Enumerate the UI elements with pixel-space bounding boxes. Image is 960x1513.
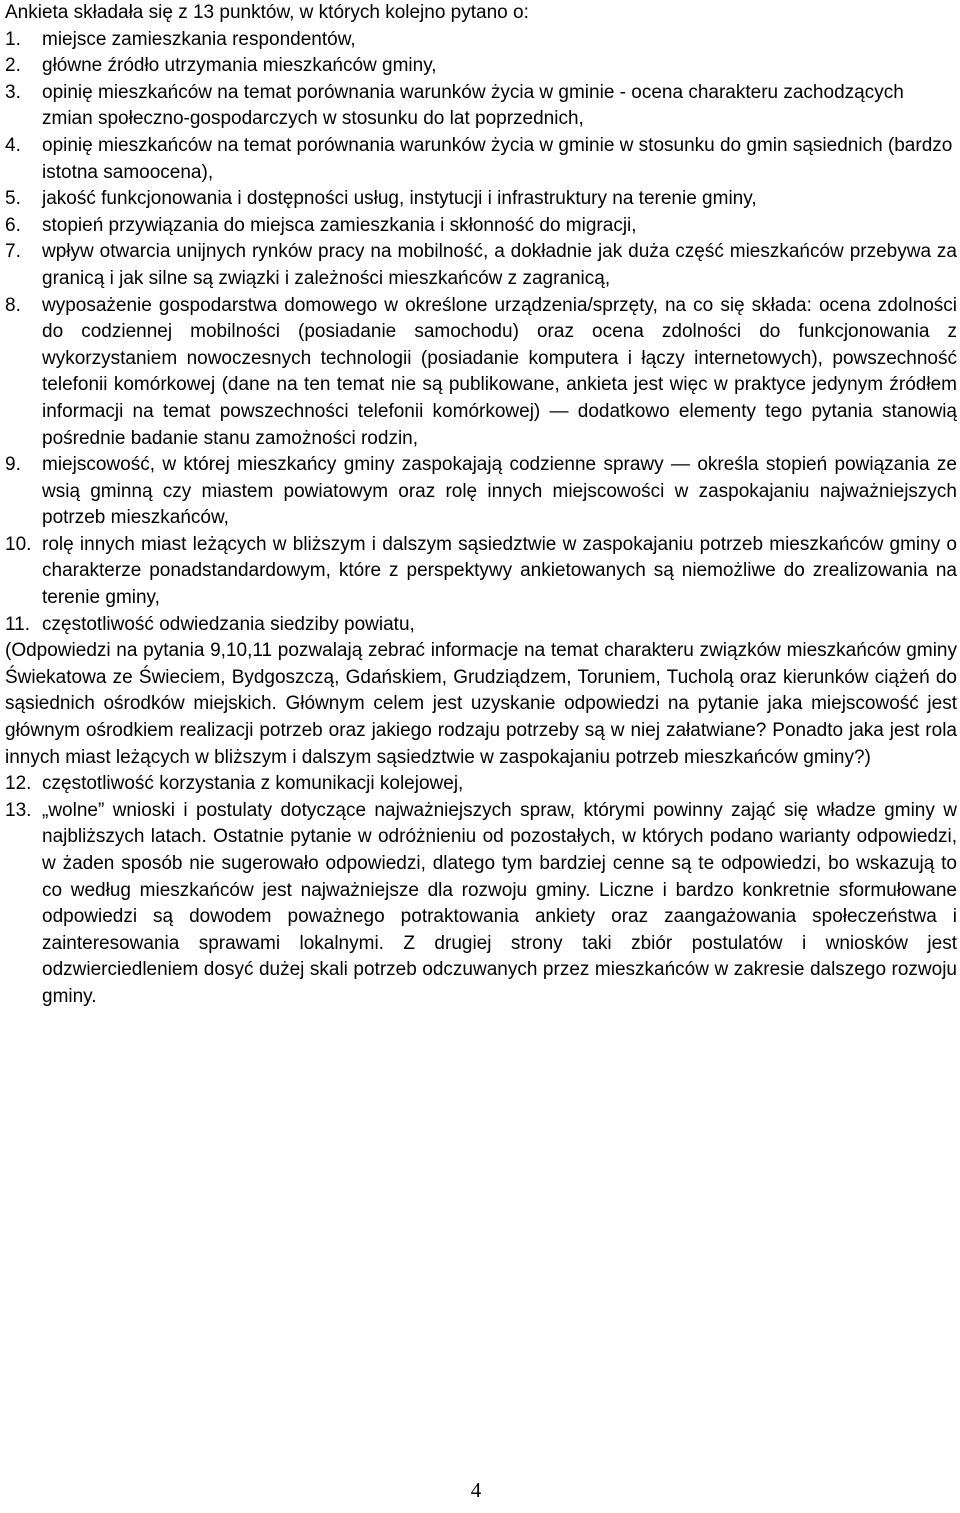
item-text: miejsce zamieszkania respondentów, (42, 28, 356, 50)
item-number: 3. (5, 81, 21, 103)
list-item (5, 293, 957, 453)
item-number: 1. (5, 28, 21, 50)
item-number: 12. (5, 773, 32, 795)
item-number: 8. (5, 294, 21, 316)
list-item (5, 133, 957, 186)
item-text: miejscowość, w której mieszkańcy gminy zaspokajają codzienne sprawy — określa stopień powiązania ze wsią gminną czy miastem powiatowym oraz rolę innych miejscowości w zaspokajaniu najważniejszych potrzeb mieszkańców, (42, 454, 957, 529)
question-list-continued (5, 771, 957, 1010)
intro-text: Ankieta składała się z 13 punktów, w których kolejno pytano o: (5, 2, 529, 23)
question-list (5, 27, 957, 639)
item-text: stopień przywiązania do miejsca zamieszkania i skłonność do migracji, (42, 214, 637, 236)
item-text: wyposażenie gospodarstwa domowego w określone urządzenia/sprzęty, na co się składa: ocena zdolności do codziennej mobilności (posiadanie samochodu) oraz ocena zdolności do funkcjonowania z wykorzystaniem nowoczesnych technologii (posiadanie komputera i łączy internetowych), powszechność telefonii komórkowej (dane na ten temat nie są publikowane, ankieta jest więc w praktyce jedynym źródłem informacji na temat powszechności telefonii komórkowej) — dodatkowo elementy tego pytania stanowią pośrednie badanie stanu zamożności rodzin, (42, 294, 957, 449)
item-text: opinię mieszkańców na temat porównania warunków życia w gminie w stosunku do gmin sąsiednich (bardzo istotna samoocena), (42, 134, 953, 183)
item-text: częstotliwość korzystania z komunikacji kolejowej, (42, 773, 464, 795)
list-item (5, 452, 957, 532)
list-item (5, 798, 957, 1011)
item-text: opinię mieszkańców na temat porównania warunków życia w gminie - ocena charakteru zachodzących zmian społeczno-gospodarczych w stosunku do lat poprzednich, (42, 81, 904, 130)
list-item (5, 186, 957, 213)
item-number: 6. (5, 214, 21, 236)
item-number: 2. (5, 55, 21, 77)
item-number: 7. (5, 241, 21, 263)
item-text: jakość funkcjonowania i dostępności usług, instytucji i infrastruktury na terenie gminy, (42, 188, 757, 210)
item-text: główne źródło utrzymania mieszkańców gminy, (42, 55, 437, 77)
list-item (5, 612, 957, 639)
list-item (5, 213, 957, 240)
item-number: 4. (5, 134, 21, 156)
list-item (5, 53, 957, 80)
item-text: wpływ otwarcia unijnych rynków pracy na mobilność, a dokładnie jak duża część mieszkańców przebywa za granicą i jak silne są związki i zależności mieszkańców z zagranicą, (42, 241, 957, 289)
item-number: 11. (5, 613, 31, 635)
item-number: 10. (5, 533, 32, 555)
list-item (5, 532, 957, 612)
list-item (5, 80, 957, 133)
item-number: 13. (5, 799, 32, 821)
item-text: częstotliwość odwiedzania siedziby powiatu, (42, 613, 415, 635)
list-item (5, 27, 957, 54)
page-number: 4 (470, 1478, 482, 1502)
note-paragraph: (Odpowiedzi na pytania 9,10,11 pozwalają zebrać informacje na temat charakteru związków mieszkańców gminy Świekatowa ze Świeciem, Bydgoszczą, Gdańskiem, Grudziądzem, Toruniem, Tucholą oraz kierunków ciążeń do sąsiednich ośrodków miejskich. Głównym celem jest uzyskanie odpowiedzi na pytanie jaka miejscowość jest głównym ośrodkiem realizacji potrzeb oraz jakiego rodzaju potrzeby są w niej załatwiane? Ponadto jaka jest rola innych miast leżących w bliższym i dalszym sąsiedztwie w zaspokajaniu potrzeb mieszkańców gminy?) (5, 640, 957, 768)
list-item (5, 771, 957, 798)
item-text: „wolne” wnioski i postulaty dotyczące najważniejszych spraw, którymi powinny zająć się władze gminy w najbliższych latach. Ostatnie pytanie w odróżnieniu od pozostałych, w których podano warianty odpowiedzi, w żaden sposób nie sugerowało odpowiedzi, dlatego tym bardziej cenne są te odpowiedzi, bo wskazują to co według mieszkańców jest najważniejsze dla rozwoju gminy. Liczne i bardzo konkretnie sformułowane odpowiedzi są dowodem poważnego potraktowania ankiety oraz zaangażowania społeczeństwa i zainteresowania sprawami lokalnymi. Z drugiej strony taki zbiór postulatów i wniosków jest odzwierciedleniem dosyć dużej skali potrzeb odczuwanych przez mieszkańców w zakresie dalszego rozwoju gminy. (42, 799, 957, 1007)
item-text: rolę innych miast leżących w bliższym i dalszym sąsiedztwie w zaspokajaniu potrzeb mieszkańców gminy o charakterze ponadstandardowym, które z perspektywy ankietowanych są niemożliwe do zrealizowania na terenie gminy, (42, 533, 957, 609)
document-page (5, 0, 957, 1011)
list-item (5, 239, 957, 292)
item-number: 5. (5, 188, 21, 210)
item-number: 9. (5, 454, 21, 476)
